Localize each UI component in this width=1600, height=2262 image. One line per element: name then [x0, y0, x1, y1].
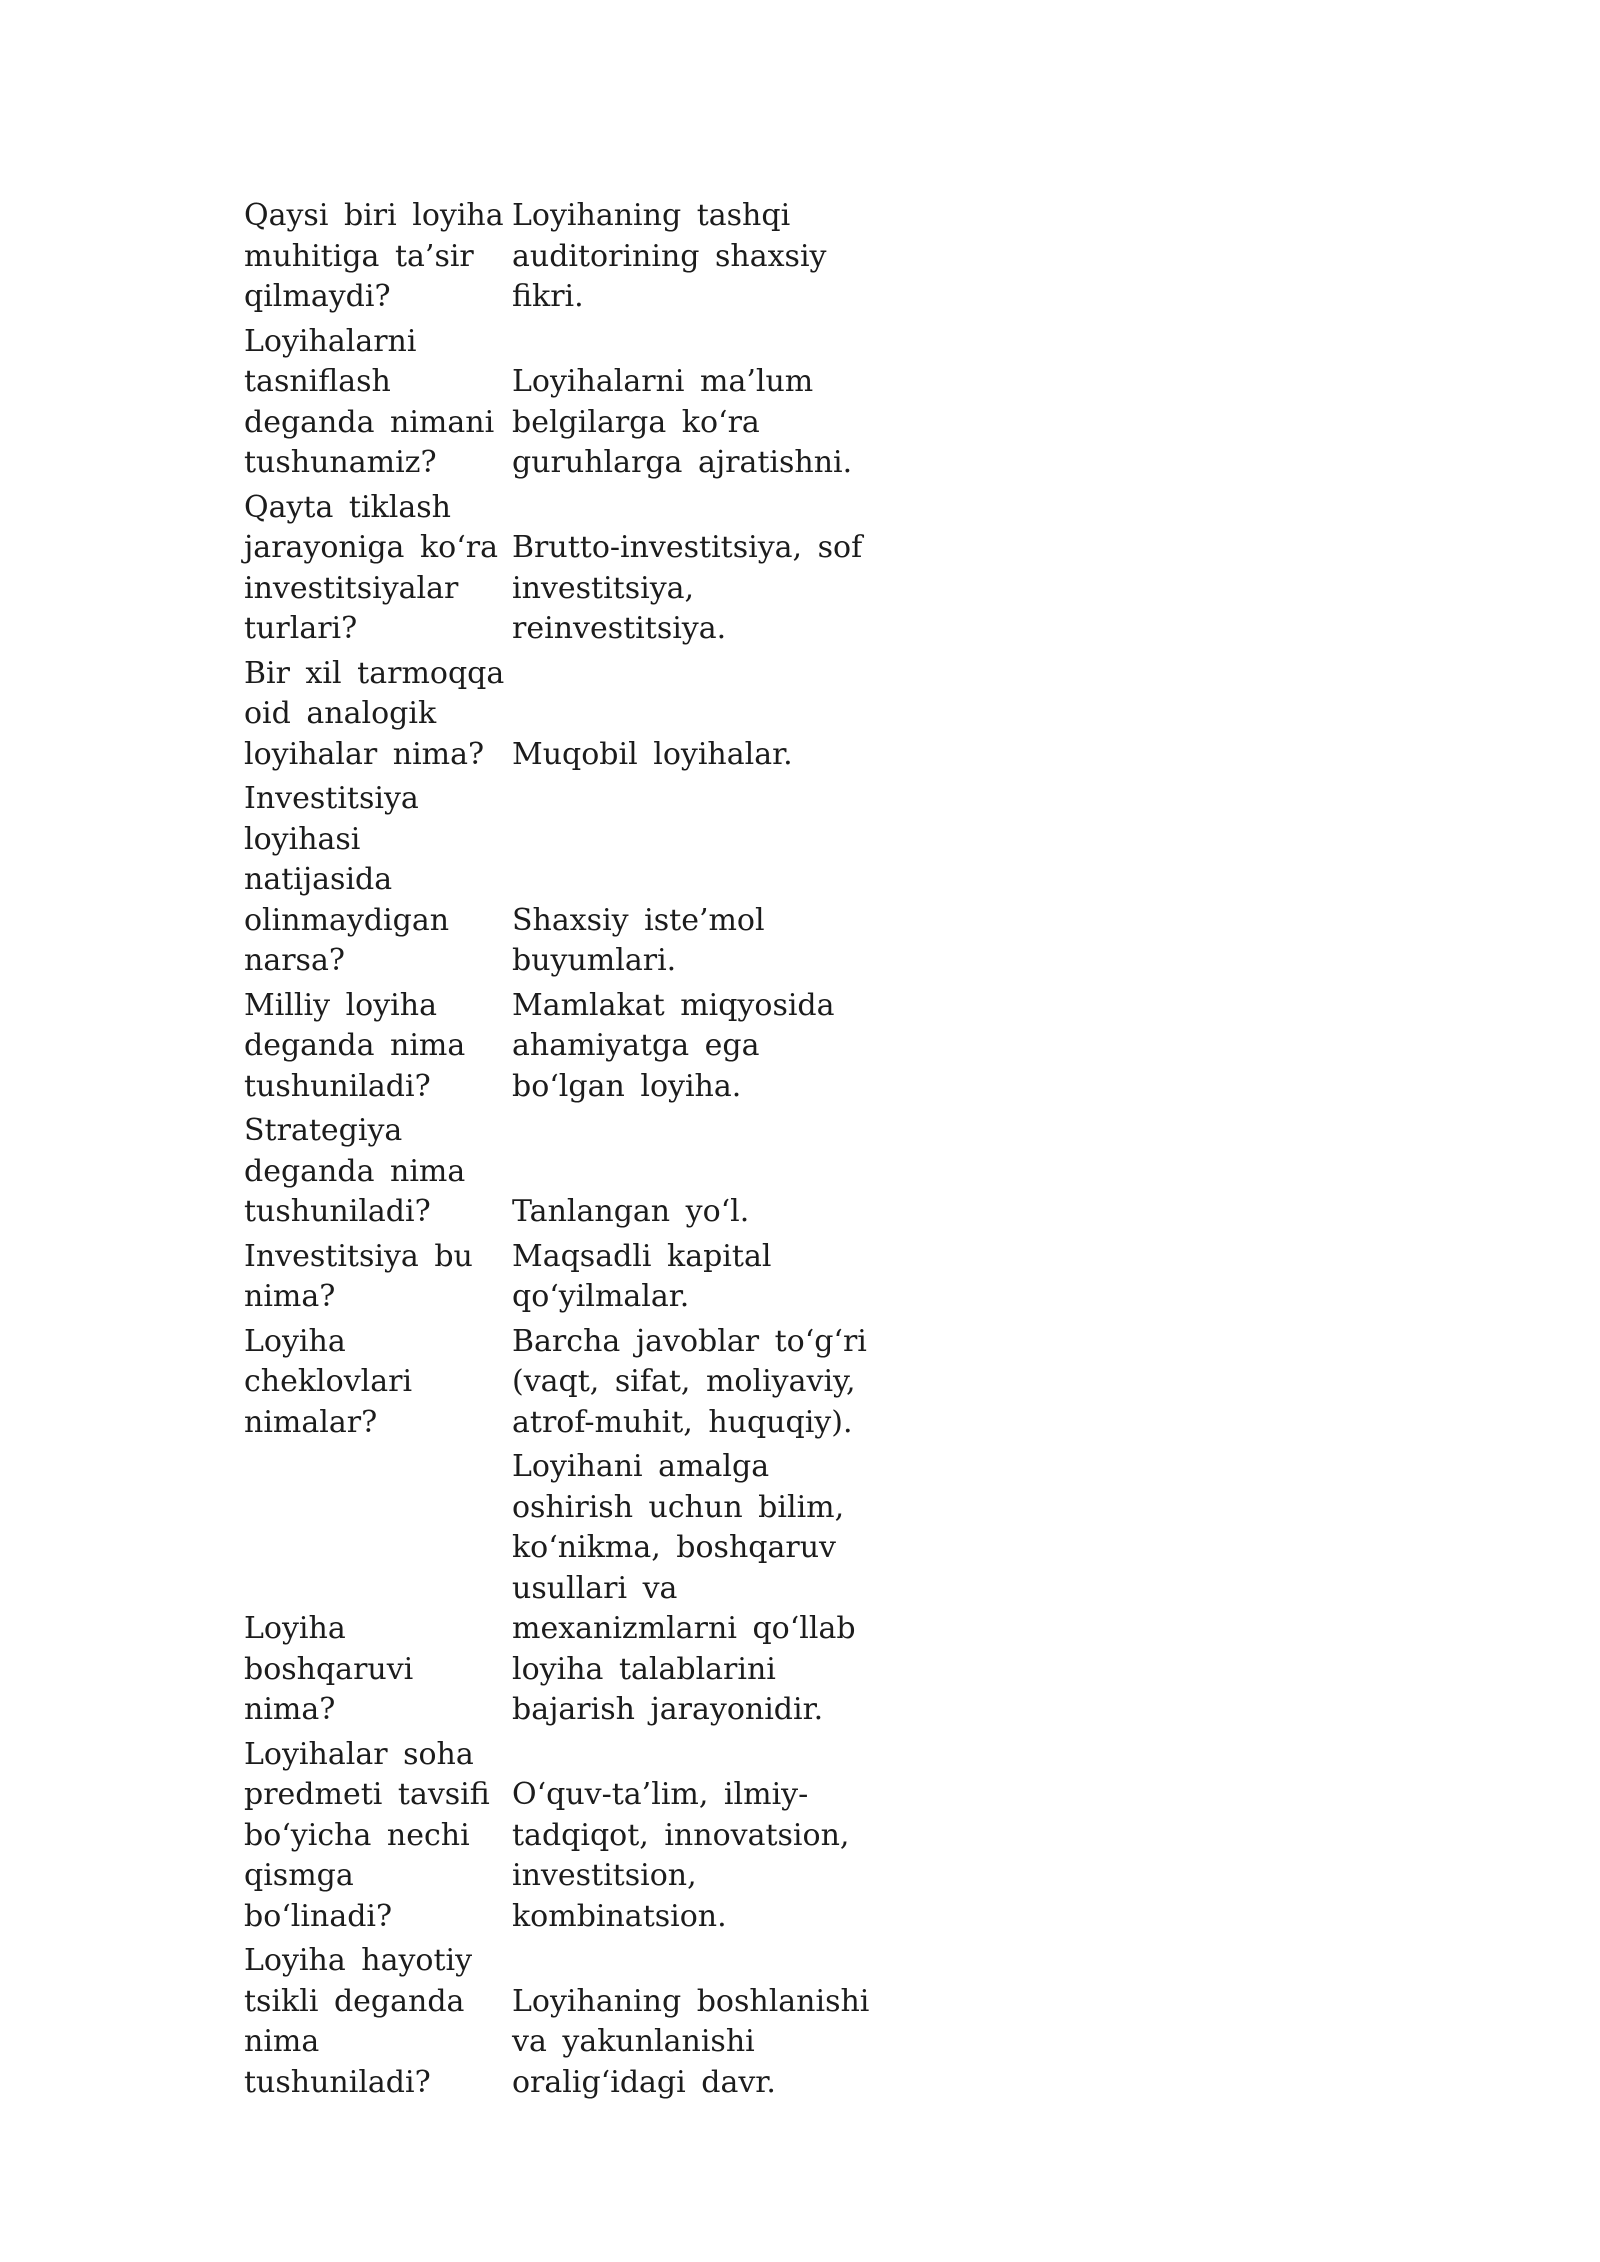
- question-12: Loyiha hayotiy tsikli deganda nima tushuniladi?: [244, 1943, 473, 2100]
- question-10: Loyiha boshqaruvi nima?: [244, 1611, 414, 1727]
- question-3: Qayta tiklash jarayoniga ko‘ra investitsiyalar turlari?: [244, 489, 498, 646]
- answer-7: Tanlangan yo‘l.: [512, 1194, 750, 1229]
- qa-row-2: [244, 322, 884, 484]
- question-5: Investitsiya loyihasi natijasida olinmaydigan narsa?: [244, 781, 450, 978]
- answer-4: Muqobil loyihalar.: [512, 736, 793, 772]
- answer-12: Loyihaning boshlanishi va yakunlanishi oralig‘idagi davr.: [512, 1983, 870, 2100]
- qa-row-5: [244, 779, 884, 982]
- qa-row-1: [244, 196, 884, 318]
- qa-row-12: [244, 1941, 884, 2103]
- answer-2: Loyihalarni ma’lum belgilarga ko‘ra guruhlarga ajratishni.: [512, 364, 853, 480]
- qa-row-8: [244, 1237, 884, 1318]
- question-6: Milliy loyiha deganda nima tushuniladi?: [244, 987, 466, 1104]
- question-11: Loyihalar soha predmeti tavsifi bo‘yicha nechi qismga bo‘linadi?: [244, 1736, 490, 1934]
- qa-row-6: [244, 986, 884, 1108]
- question-2: Loyihalarni tasniflash deganda nimani tushunamiz?: [244, 323, 495, 480]
- qa-row-4: [244, 654, 884, 776]
- question-7: Strategiya deganda nima tushuniladi?: [244, 1113, 466, 1229]
- answer-6: Mamlakat miqyosida ahamiyatga ega bo‘lgan loyiha.: [512, 987, 835, 1104]
- question-9: Loyiha cheklovlari nimalar?: [244, 1323, 413, 1440]
- answer-8: Maqsadli kapital qo‘yilmalar.: [512, 1238, 772, 1314]
- question-8: Investitsiya bu nima?: [244, 1238, 473, 1314]
- qa-row-9: [244, 1322, 884, 1444]
- answer-5: Shaxsiy iste’mol buyumlari.: [512, 902, 765, 978]
- qa-row-7: [244, 1111, 884, 1233]
- question-4: Bir xil tarmoqqa oid analogik loyihalar nima?: [244, 655, 505, 772]
- qa-row-10: [244, 1447, 884, 1731]
- answer-3: Brutto-investitsiya, sof investitsiya, reinvestitsiya.: [512, 530, 863, 646]
- answer-11: O‘quv-ta’lim, ilmiy- tadqiqot, innovatsion, investitsion, kombinatsion.: [512, 1777, 850, 1934]
- qa-table: [244, 196, 884, 2107]
- qa-row-11: [244, 1735, 884, 1938]
- answer-10: Loyihani amalga oshirish uchun bilim, ko‘nikma, boshqaruv usullari va mexanizmlarni qo‘llab loyiha talablarini bajarish jarayonidir.: [512, 1449, 856, 1727]
- question-1: Qaysi biri loyiha muhitiga ta’sir qilmaydi?: [244, 198, 504, 314]
- answer-1: Loyihaning tashqi auditorining shaxsiy fikri.: [512, 198, 827, 314]
- answer-9: Barcha javoblar to‘g‘ri (vaqt, sifat, moliyaviy, atrof-muhit, huquqiy).: [512, 1323, 867, 1440]
- qa-row-3: [244, 488, 884, 650]
